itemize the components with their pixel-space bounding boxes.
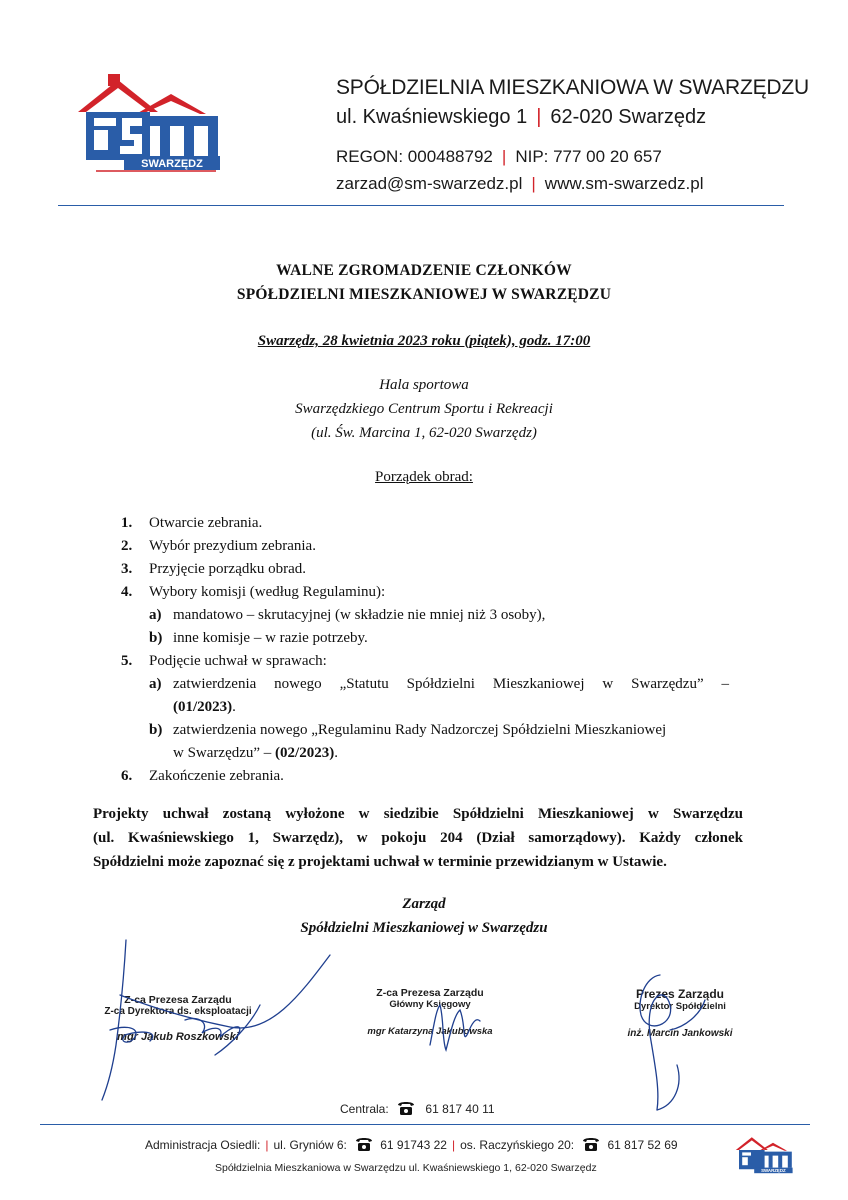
subitem-text: zatwierdzenia nowego „Regulaminu Rady Nadzorczej Spółdzielni Mieszkaniowej <box>173 722 667 738</box>
subitem-resolution <box>173 743 338 763</box>
venue-line1: Hala sportowa <box>379 377 469 393</box>
subitem-text: mandatowo – skrutacyjnej (w składzie nie mniej niż 3 osoby), <box>173 607 546 623</box>
punctuation: . <box>232 699 236 715</box>
org-street: ul. Kwaśniewskiego 1 <box>336 106 528 128</box>
footer-divider <box>40 1124 810 1125</box>
agenda-item-text: Przyjęcie porządku obrad. <box>149 561 307 577</box>
notice-line1: Projekty uchwał zostaną wyłożone w siedzibie Spółdzielni Mieszkaniowej w Swarzędzu <box>93 806 743 822</box>
signatory-role: Z-ca Prezesa Zarządu <box>124 994 232 1006</box>
handwritten-signature-2 <box>410 995 490 1065</box>
separator: | <box>536 106 542 128</box>
agenda-item-number: 4. <box>121 584 133 600</box>
handwritten-signature-3 <box>605 955 715 1115</box>
org-website[interactable]: www.sm-swarzedz.pl <box>544 174 704 193</box>
separator: | <box>501 147 507 166</box>
org-address <box>336 106 706 129</box>
board-title: Zarząd <box>402 896 446 912</box>
meeting-date-time: Swarzędz, 28 kwietnia 2023 roku (piątek), godz. 17:00 <box>257 333 591 349</box>
subitem-text: zatwierdzenia nowego „Statutu Spółdzielni Mieszkaniowej w Swarzędzu” – <box>173 676 729 692</box>
telephone-icon <box>396 1100 416 1116</box>
logo-text: SWARZĘDZ <box>761 1168 786 1173</box>
agenda-item-text: Podjęcie uchwał w sprawach: <box>149 653 327 669</box>
separator: | <box>531 174 536 193</box>
central-phone[interactable]: 61 817 40 11 <box>425 1102 495 1116</box>
document-title-line1: WALNE ZGROMADZENIE CZŁONKÓW <box>276 262 572 279</box>
agenda-item-number: 1. <box>121 515 133 531</box>
footer-address: Spółdzielnia Mieszkaniowa w Swarzędzu ul. Kwaśniewskiego 1, 62-020 Swarzędz <box>215 1162 597 1174</box>
board-subtitle: Spółdzielni Mieszkaniowej w Swarzędzu <box>300 920 548 936</box>
signatory-role-2: Główny Księgowy <box>389 999 471 1010</box>
document-title-line2: SPÓŁDZIELNI MIESZKANIOWEJ W SWARZĘDZU <box>236 286 612 303</box>
agenda-item-text: Otwarcie zebrania. <box>149 515 263 531</box>
agenda-item-text: Wybór prezydium zebrania. <box>149 538 316 554</box>
subitem-label: a) <box>149 676 162 692</box>
raczynskiego-label: os. Raczyńskiego 20: <box>460 1138 575 1152</box>
footer-central <box>340 1100 495 1116</box>
logo-text: SWARZĘDZ <box>141 158 203 170</box>
agenda-item-number: 3. <box>121 561 133 577</box>
telephone-icon <box>581 1136 601 1152</box>
gryniow-phone[interactable]: 61 91743 22 <box>380 1138 447 1152</box>
signatory-role-2: Dyrektor Spółdzielni <box>634 1001 726 1012</box>
agenda-item-number: 6. <box>121 768 133 784</box>
raczynskiego-phone[interactable]: 61 817 52 69 <box>607 1138 678 1152</box>
footer-logo <box>735 1134 795 1174</box>
admin-label: Administracja Osiedli: <box>145 1138 261 1152</box>
notice-paragraph <box>93 802 743 874</box>
subitem-label: b) <box>149 630 163 646</box>
org-contact <box>336 174 704 194</box>
agenda-item-text: Wybory komisji (według Regulaminu): <box>149 584 386 600</box>
agenda-item-number: 5. <box>121 653 133 669</box>
subitem-resolution <box>173 697 236 717</box>
notice-line2: (ul. Kwaśniewskiego 1, Swarzędz), w pokoju 204 (Dział samorządowy). Każdy członek <box>93 830 743 846</box>
footer-admin <box>145 1136 678 1152</box>
venue-line2: Swarzędzkiego Centrum Sportu i Rekreacji <box>295 401 553 417</box>
notice-line3: Spółdzielni może zapoznać się z projektami uchwał w terminie przewidzianym w Ustawie. <box>93 854 667 870</box>
signatory-role-2: Z-ca Dyrektora ds. eksploatacji <box>104 1006 252 1017</box>
signatory-role: Prezes Zarządu <box>635 987 725 1001</box>
handwritten-signature-1 <box>80 935 350 1105</box>
org-postal-city: 62-020 Swarzędz <box>550 106 707 128</box>
signatory-role: Z-ca Prezesa Zarządu <box>376 987 484 999</box>
subitem-text: inne komisje – w razie potrzeby. <box>173 630 368 646</box>
subitem-label: a) <box>149 607 162 623</box>
agenda-item-text: Zakończenie zebrania. <box>149 768 284 784</box>
header-divider <box>58 205 784 206</box>
signatory-name: mgr Katarzyna Jakubowska <box>367 1026 493 1037</box>
subitem-text-cont: w Swarzędzu” – <box>173 745 276 761</box>
org-name: SPÓŁDZIELNIA MIESZKANIOWA W SWARZĘDZU <box>336 76 809 99</box>
agenda-title: Porządek obrad: <box>375 469 473 485</box>
punctuation: . <box>334 745 338 761</box>
central-label: Centrala: <box>340 1102 389 1116</box>
separator: | <box>265 1138 269 1152</box>
signatory-name: inż. Marcin Jankowski <box>627 1028 733 1039</box>
org-nip: NIP: 777 00 20 657 <box>515 147 662 166</box>
signatory-name: mgr Jakub Roszkowski <box>117 1031 239 1043</box>
gryniow-label: ul. Gryniów 6: <box>273 1138 347 1152</box>
separator: | <box>451 1138 456 1152</box>
cooperative-logo <box>76 72 226 172</box>
subitem-label: b) <box>149 722 163 738</box>
resolution-code: (02/2023) <box>275 745 335 761</box>
org-email[interactable]: zarzad@sm-swarzedz.pl <box>336 174 523 193</box>
venue-line3: (ul. Św. Marcina 1, 62-020 Swarzędz) <box>311 425 537 441</box>
agenda-item-number: 2. <box>121 538 133 554</box>
org-regon: REGON: 000488792 <box>336 147 493 166</box>
org-identifiers <box>336 147 662 167</box>
resolution-code: (01/2023) <box>173 699 233 715</box>
telephone-icon <box>354 1136 374 1152</box>
